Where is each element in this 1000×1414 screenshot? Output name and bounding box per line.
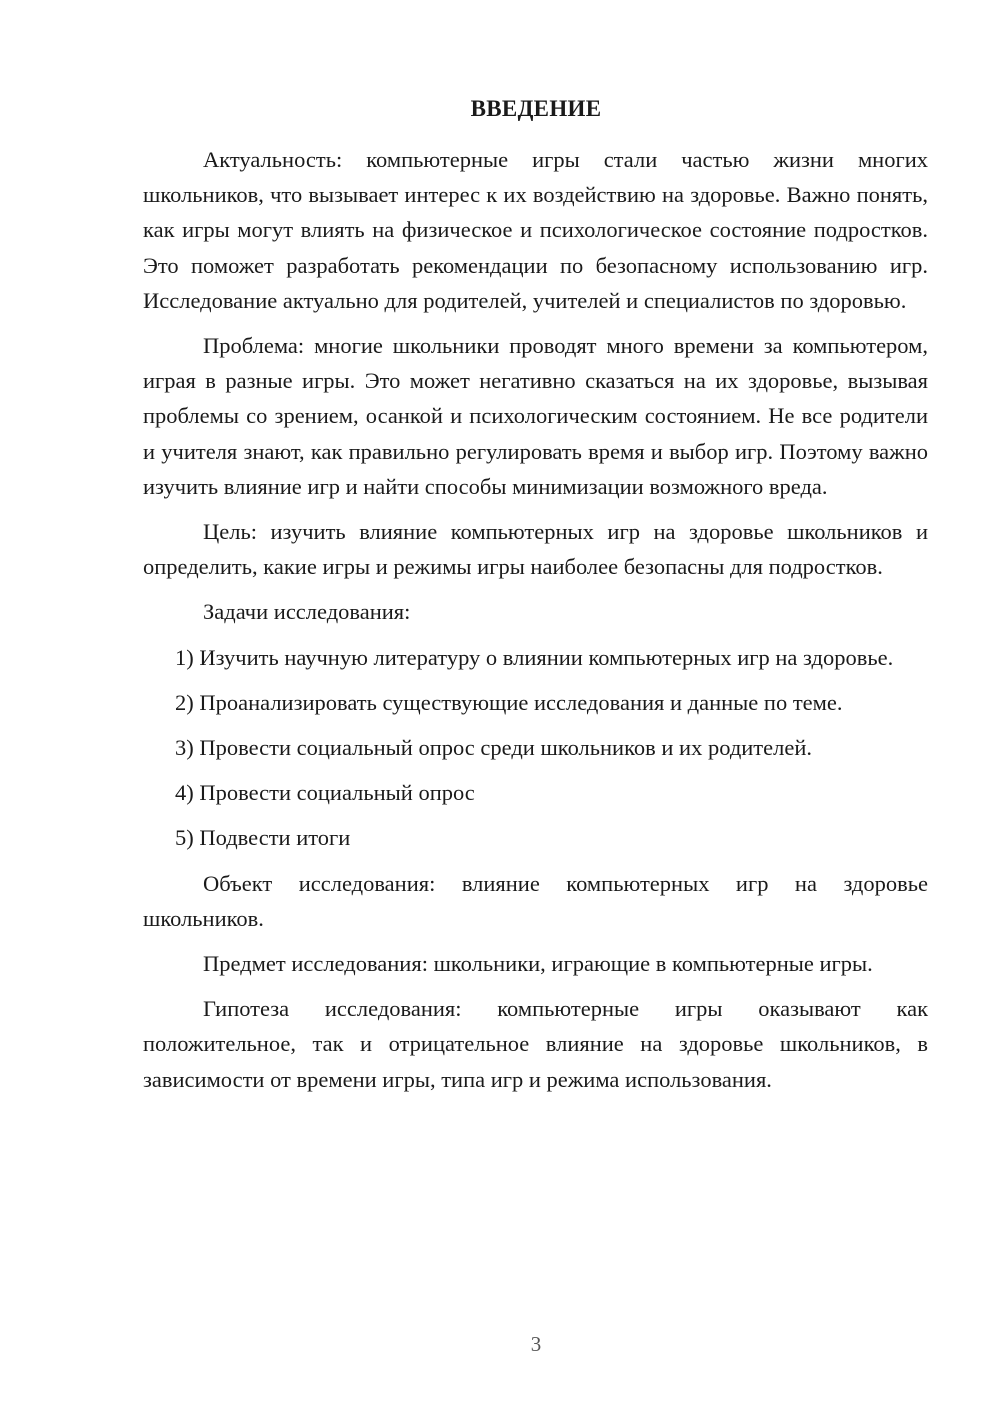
tasks-list [143, 640, 928, 856]
list-item: 5) Подвести итоги [175, 825, 351, 851]
document-body [143, 142, 928, 1107]
page-title: ВВЕДЕНИЕ [470, 96, 602, 121]
paragraph-goal: Цель: изучить влияние компьютерных игр на здоровье школьников и определить, какие игры и режимы игры наиболее безопасны для подростков. [143, 519, 928, 580]
paragraph-object: Объект исследования: влияние компьютерных игр на здоровье школьников. [143, 870, 928, 931]
tasks-heading: Задачи исследования: [203, 599, 411, 625]
paragraph-relevance: Актуальность: компьютерные игры стали частью жизни многих школьников, что вызывает интерес к их воздействию на здоровье. Важно понять, как игры могут влиять на физическое и психологическое состояние подростков. Это поможет разработать рекомендации по безопасному использованию игр. Исследование актуально для родителей, учителей и специалистов по здоровью. [143, 147, 928, 313]
list-item: 3) Провести социальный опрос среди школьников и их родителей. [175, 735, 813, 761]
list-item: 4) Провести социальный опрос [175, 780, 475, 806]
list-item: 1) Изучить научную литературу о влиянии компьютерных игр на здоровье. [175, 644, 894, 670]
list-item: 2) Проанализировать существующие исследования и данные по теме. [175, 689, 843, 715]
paragraph-problem: Проблема: многие школьники проводят много времени за компьютером, играя в разные игры. Это может негативно сказаться на их здоровье, вызывая проблемы со зрением, осанкой и психологическим состоянием. Не все родители и учителя знают, как правильно регулировать время и выбор игр. Поэтому важно изучить влияние игр и найти способы минимизации возможного вреда. [143, 333, 928, 499]
paragraph-subject: Предмет исследования: школьники, играющие в компьютерные игры. [203, 951, 873, 977]
paragraph-hypothesis: Гипотеза исследования: компьютерные игры оказывают как положительное, так и отрицательное влияние на здоровье школьников, в зависимости от времени игры, типа игр и режима использования. [143, 996, 928, 1092]
page-number: 3 [530, 1332, 542, 1356]
